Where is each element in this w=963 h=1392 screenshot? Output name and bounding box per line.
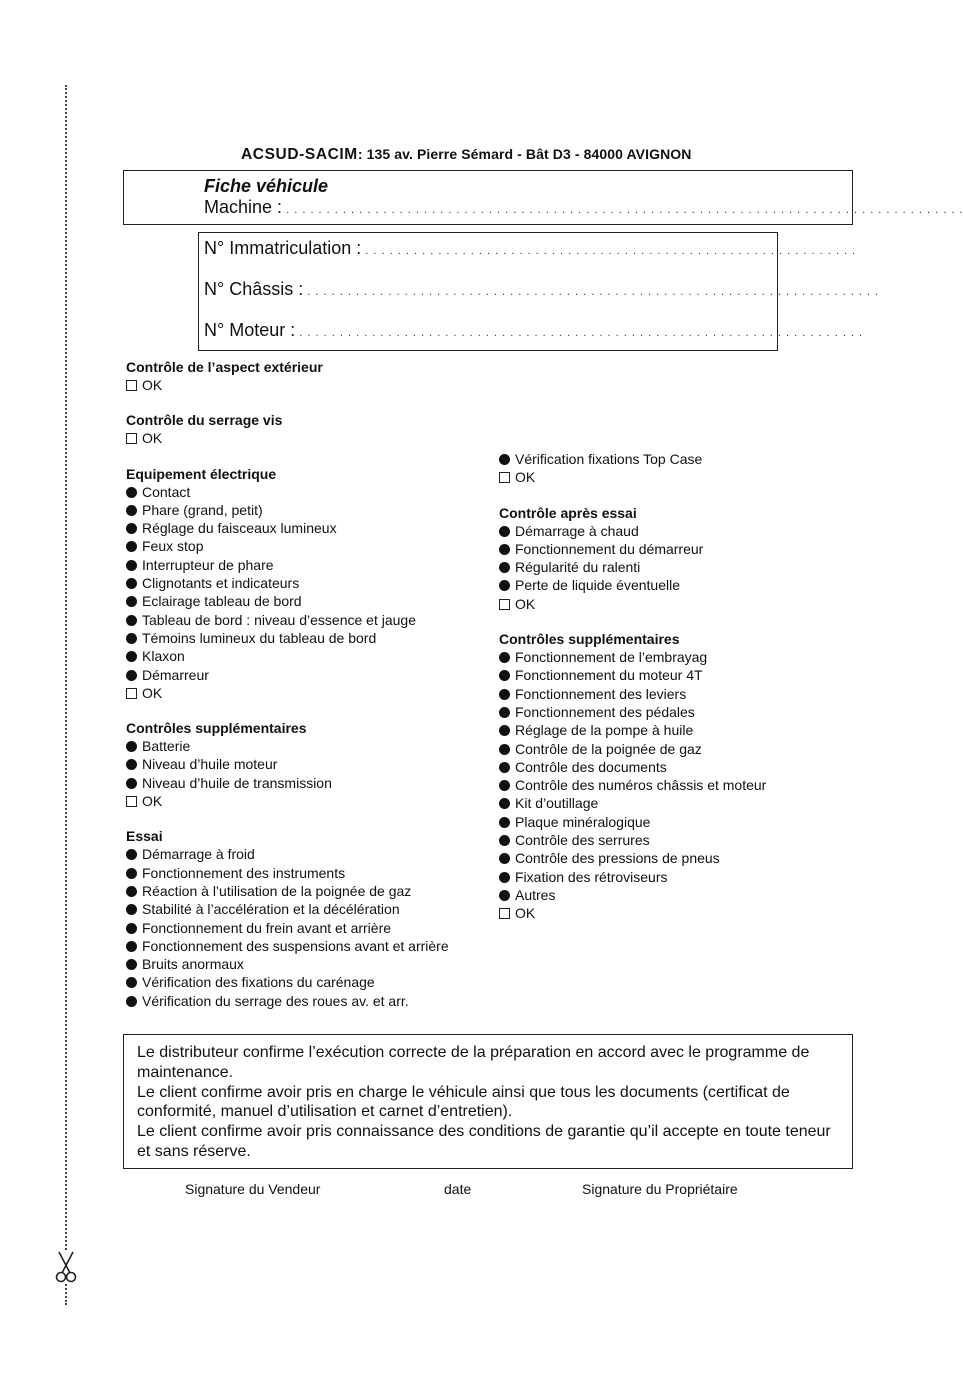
bullet-icon [126,651,137,662]
list-item [126,919,449,937]
bullet-icon [126,886,137,897]
item-label: Démarrage à froid [142,846,255,863]
bullet-icon [126,959,137,970]
list-item [499,813,766,831]
list-item [126,501,449,519]
controle-apres-essai-ok[interactable] [499,595,766,613]
identification-box [198,232,880,351]
machine-dots: . . . . . . . . . . . . . . . . . . . . . . . . . . . . . . . . . . . . . . . . . . . . . . . . . . . . . . . . . . . . . . . . . . . . . . . . . . . . . . . . . . . . [282,204,963,216]
item-label: Perte de liquide éventuelle [515,577,681,594]
company-name: ACSUD-SACIM [241,146,358,163]
item-label: Klaxon [142,648,185,665]
bullet-icon [126,560,137,571]
bullet-icon [499,780,510,791]
item-label: Niveau d’huile moteur [142,756,278,773]
bullet-icon [499,853,510,864]
ok-label: OK [142,430,163,447]
list-item [499,522,766,540]
ok-label: OK [515,595,536,612]
bullet-icon [499,725,510,736]
bullet-icon [499,707,510,718]
list-item [499,703,766,721]
bullet-icon [126,670,137,681]
moteur-label: N° Moteur : [204,320,296,340]
list-item [126,611,449,629]
bullet-icon [126,541,137,552]
bullet-icon [126,759,137,770]
fiche-vehicule-box [123,170,963,225]
bullet-icon [126,487,137,498]
checkbox-icon[interactable] [499,599,510,610]
item-label: Vérification des fixations du carénage [142,974,375,991]
controle-apres-essai-title: Contrôle après essai [499,504,637,521]
signature-date-label: date [444,1181,472,1197]
bullet-icon [499,562,510,573]
list-item [499,540,766,558]
item-label: Fonctionnement des leviers [515,685,687,702]
item-label: Niveau d’huile de transmission [142,774,332,791]
checkbox-icon[interactable] [126,688,137,699]
bullet-icon [499,817,510,828]
checkbox-icon[interactable] [499,472,510,483]
list-item [126,483,449,501]
immatriculation-field[interactable] [204,238,857,259]
controles-supplementaires-right-title: Contrôles supplémentaires [499,631,680,648]
list-item [126,973,449,991]
ok-label: OK [142,793,163,810]
aspect-exterieur-ok[interactable] [126,376,449,394]
machine-label: Machine : [204,197,283,217]
scissors-icon [53,1250,79,1284]
checkbox-icon[interactable] [499,908,510,919]
bullet-icon [126,868,137,879]
list-item [126,666,449,684]
moteur-dots: . . . . . . . . . . . . . . . . . . . . . . . . . . . . . . . . . . . . . . . . . . . . . . . . . . . . . . . . . . . . . . . . . . . . . . [295,327,864,339]
list-item [126,629,449,647]
bullet-icon [499,872,510,883]
list-item [126,864,449,882]
item-label: Phare (grand, petit) [142,501,263,518]
controles-supplementaires-right-ok[interactable] [499,904,766,922]
list-item [126,755,449,773]
item-label: Fonctionnement du moteur 4T [515,667,703,684]
bullet-icon [499,689,510,700]
item-label: Démarrage à chaud [515,522,639,539]
list-item [126,737,449,755]
signature-proprietaire-label: Signature du Propriétaire [582,1181,738,1197]
item-label: Vérification du serrage des roues av. et arr. [142,992,409,1009]
item-label: Fonctionnement des suspensions avant et arrière [142,937,449,954]
list-item [126,900,449,918]
ok-label: OK [142,684,163,701]
essai-title: Essai [126,828,163,845]
item-label: Contrôle de la poignée de gaz [515,740,702,757]
company-header [241,146,692,164]
bullet-icon [126,523,137,534]
list-item [126,647,449,665]
controles-supplementaires-right-list [499,648,766,904]
list-item [499,758,766,776]
list-item [126,955,449,973]
chassis-field[interactable] [204,279,880,300]
immatriculation-dots: . . . . . . . . . . . . . . . . . . . . . . . . . . . . . . . . . . . . . . . . . . . . . . . . . . . . . . . . . . . . . [361,245,857,257]
ok-label: OK [515,469,536,486]
equipement-electrique-ok[interactable] [126,684,449,702]
bullet-icon [499,670,510,681]
list-item [499,576,766,594]
essai-list [126,845,449,1010]
bullet-icon [126,977,137,988]
item-label: Tableau de bord : niveau d’essence et jauge [142,611,416,628]
list-item [499,831,766,849]
bullet-icon [126,996,137,1007]
checkbox-icon[interactable] [126,796,137,807]
item-label: Contrôle des serrures [515,832,650,849]
bullet-icon [126,741,137,752]
item-label: Fonctionnement de l’embrayag [515,649,708,666]
item-label: Réaction à l’utilisation de la poignée de gaz [142,882,412,899]
list-item [499,740,766,758]
bullet-icon [126,778,137,789]
bullet-icon [126,596,137,607]
list-item [126,937,449,955]
item-label: Contact [142,483,191,500]
bullet-icon [499,798,510,809]
item-label: Témoins lumineux du tableau de bord [142,629,377,646]
list-item [499,868,766,886]
list-item [499,666,766,684]
item-label: Réglage de la pompe à huile [515,722,694,739]
list-item [126,574,449,592]
serrage-vis-title: Contrôle du serrage vis [126,412,283,429]
serrage-vis-ok[interactable] [126,429,449,447]
confirmation-box [123,1034,853,1169]
bullet-icon [126,923,137,934]
company-address: : 135 av. Pierre Sémard - Bât D3 - 84000 AVIGNON [357,146,692,162]
list-item [126,992,449,1010]
bullet-icon [126,904,137,915]
bullet-icon [499,762,510,773]
chassis-dots: . . . . . . . . . . . . . . . . . . . . . . . . . . . . . . . . . . . . . . . . . . . . . . . . . . . . . . . . . . . . . . . . . . . . . . . [303,286,880,298]
item-label: Clignotants et indicateurs [142,575,300,592]
item-label: Interrupteur de phare [142,556,274,573]
list-item [126,592,449,610]
immatriculation-label: N° Immatriculation : [204,238,362,258]
list-item [499,849,766,867]
equipement-electrique-title: Equipement électrique [126,465,277,482]
item-label: Fonctionnement du frein avant et arrière [142,919,392,936]
controles-supplementaires-left-title: Contrôles supplémentaires [126,720,307,737]
list-item [126,537,449,555]
bullet-icon [126,633,137,644]
item-label: Fonctionnement du démarreur [515,540,704,557]
list-item [499,558,766,576]
item-label: Plaque minéralogique [515,813,651,830]
list-item [499,794,766,812]
item-label: Réglage du faisceaux lumineux [142,520,337,537]
list-item [499,648,766,666]
list-item [126,882,449,900]
item-label: Contrôle des documents [515,758,667,775]
ok-label: OK [142,377,163,393]
item-label: Régularité du ralenti [515,559,641,576]
confirmation-text: Le distributeur confirme l’exécution correcte de la préparation en accord avec le programme de maintenance. Le client confirme avoir pris en charge le véhicule ainsi que tous les documents (certificat de conformité, manuel d’utilisation et carnet d’entretien). Le client confirme avoir pris connaissance des conditions de garantie qu’il accepte en toute teneur et sans réserve. [137,1044,831,1160]
item-label: Fonctionnement des instruments [142,864,346,881]
controles-supplementaires-left-ok[interactable] [126,792,449,810]
item-label: Contrôle des numéros châssis et moteur [515,777,767,794]
item-label: Eclairage tableau de bord [142,593,302,610]
list-item [126,556,449,574]
list-item [499,886,766,904]
list-item [126,845,449,863]
checkbox-icon[interactable] [126,433,137,444]
bullet-icon [499,454,510,465]
bullet-icon [499,652,510,663]
left-checklist-column [126,358,449,1010]
item-label: Vérification fixations Top Case [515,451,703,467]
bullet-icon [499,835,510,846]
bullet-icon [126,505,137,516]
list-item [126,519,449,537]
item-label: Démarreur [142,666,209,683]
controles-supplementaires-left-list [126,737,449,792]
bullet-icon [126,941,137,952]
list-item [499,776,766,794]
item-label: Contrôle des pressions de pneus [515,850,720,867]
list-item [126,774,449,792]
bullet-icon [499,744,510,755]
item-label: Fixation des rétroviseurs [515,868,668,885]
bullet-icon [126,578,137,589]
machine-field[interactable] [204,197,963,218]
bullet-icon [126,849,137,860]
checkbox-icon[interactable] [126,380,137,391]
bullet-icon [499,526,510,537]
item-label: Bruits anormaux [142,956,244,973]
bullet-icon [499,580,510,591]
equipement-electrique-list [126,483,449,684]
bullet-icon [499,544,510,555]
bullet-icon [126,615,137,626]
right-checklist-column [499,450,766,923]
bullet-icon [499,890,510,901]
fiche-title: Fiche véhicule [204,176,329,196]
moteur-field[interactable] [204,320,864,341]
item-label: Fonctionnement des pédales [515,703,695,720]
list-item [499,685,766,703]
ok-label: OK [515,905,536,922]
item-label: Feux stop [142,538,204,555]
topcase-ok[interactable] [499,468,766,486]
item-label: Kit d’outillage [515,795,599,812]
chassis-label: N° Châssis : [204,279,304,299]
cut-line [65,85,67,1305]
signature-vendeur-label: Signature du Vendeur [185,1181,321,1197]
list-item [499,721,766,739]
item-label: Autres [515,886,556,903]
aspect-exterieur-title: Contrôle de l’aspect extérieur [126,359,323,375]
item-label: Stabilité à l’accélération et la décélération [142,901,400,918]
controle-apres-essai-list [499,522,766,595]
list-item [499,450,766,468]
item-label: Batterie [142,738,191,755]
